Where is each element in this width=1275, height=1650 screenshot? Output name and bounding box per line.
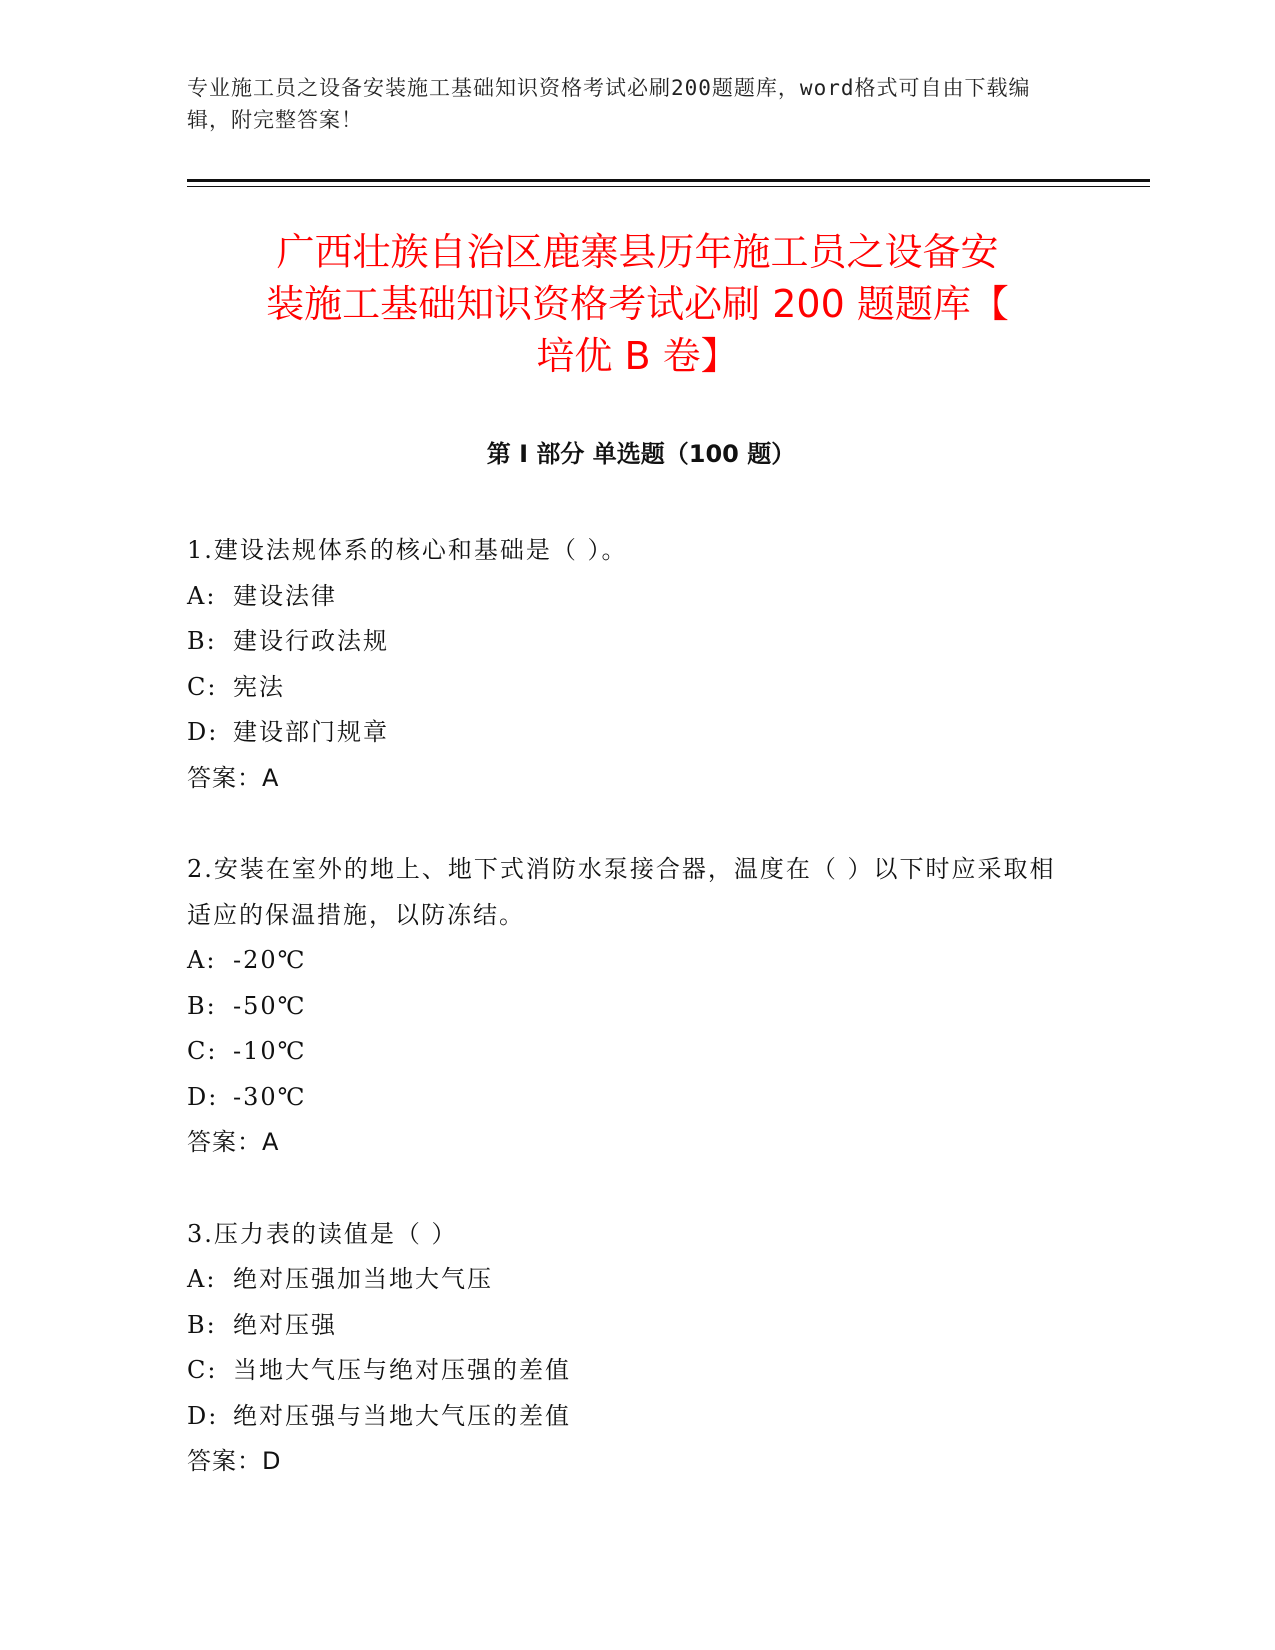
question-item (187, 847, 1067, 1166)
option-row (187, 984, 1067, 1030)
option-text: 建设部门规章 (233, 718, 389, 746)
option-label: C: (187, 1037, 218, 1065)
question-list (187, 528, 1067, 1531)
option-text: -10℃ (233, 1037, 307, 1065)
option-text: 绝对压强加当地大气压 (233, 1265, 493, 1293)
option-row (187, 619, 1067, 665)
document-title (160, 226, 1115, 382)
option-label: C: (187, 1356, 218, 1384)
title-line: 装施工基础知识资格考试必刷 200 题题库【 (266, 282, 1009, 326)
option-text: 建设法律 (233, 581, 337, 610)
option-label: C: (187, 672, 218, 701)
option-row (187, 1029, 1067, 1075)
header-rule-thin (187, 186, 1150, 187)
option-row (187, 938, 1067, 984)
option-label: D: (187, 1082, 219, 1111)
option-row (187, 1303, 1067, 1349)
option-label: B: (187, 627, 217, 655)
answer-line: 答案：A (187, 1128, 280, 1156)
option-text: -30℃ (233, 1082, 307, 1111)
question-stem: 3.压力表的读值是（ ） (187, 1219, 458, 1248)
option-row (187, 1394, 1067, 1440)
option-row (187, 665, 1067, 711)
section-title: 第 I 部分 单选题（100 题） (486, 440, 796, 468)
option-label: A: (187, 581, 217, 610)
option-text: -20℃ (233, 946, 307, 974)
option-label: A: (187, 1265, 217, 1293)
option-row (187, 574, 1067, 620)
option-text: 当地大气压与绝对压强的差值 (233, 1356, 571, 1384)
title-line: 培优 B 卷】 (536, 334, 739, 378)
option-row (187, 1348, 1067, 1394)
option-label: B: (187, 991, 217, 1020)
option-text: -50℃ (233, 991, 307, 1020)
option-row (187, 1257, 1067, 1303)
question-stem: 2.安装在室外的地上、地下式消防水泵接合器，温度在（ ）以下时应采取相适应的保温措施，以防冻结。 (187, 855, 1056, 929)
answer-line: 答案：D (187, 1447, 282, 1475)
option-label: B: (187, 1310, 217, 1339)
option-text: 宪法 (233, 672, 285, 701)
option-text: 绝对压强 (233, 1310, 337, 1339)
option-label: A: (187, 946, 217, 974)
question-item (187, 528, 1067, 801)
question-stem: 1.建设法规体系的核心和基础是（ ）。 (187, 536, 628, 564)
question-item (187, 1212, 1067, 1485)
option-row (187, 1075, 1067, 1121)
header-rule-thick (187, 179, 1150, 182)
option-row (187, 710, 1067, 756)
answer-line: 答案：A (187, 763, 280, 792)
header-note: 专业施工员之设备安装施工基础知识资格考试必刷200题题库，word格式可自由下载编辑，附完整答案！ (187, 76, 1031, 132)
option-label: D: (187, 1401, 219, 1430)
option-text: 绝对压强与当地大气压的差值 (233, 1401, 571, 1430)
option-label: D: (187, 718, 219, 746)
option-text: 建设行政法规 (233, 627, 389, 655)
title-line: 广西壮族自治区鹿寨县历年施工员之设备安 (276, 230, 999, 274)
